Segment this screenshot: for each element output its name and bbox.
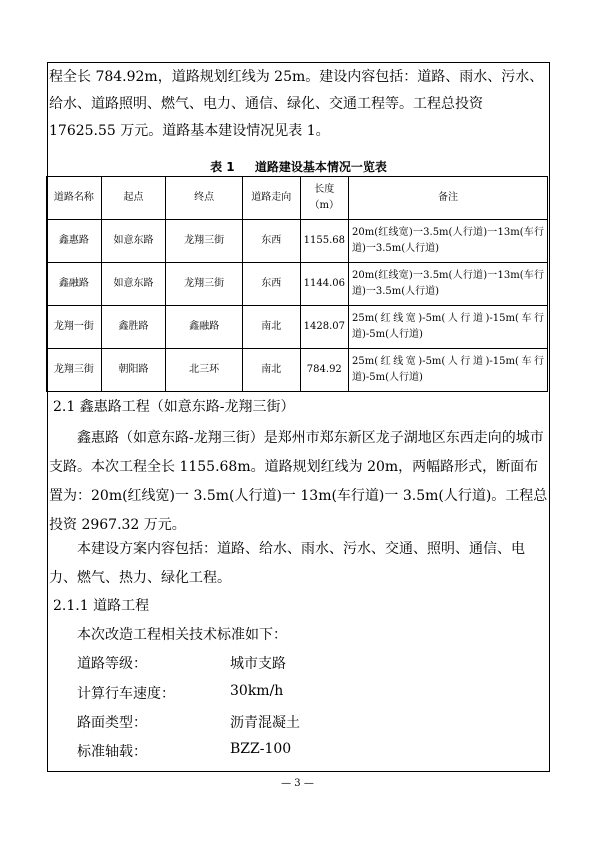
cell-end: 鑫融路 xyxy=(166,306,243,349)
cell-length: 1428.07 xyxy=(300,306,348,349)
cell-direction: 东西 xyxy=(242,220,300,263)
spec-value: 沥青混凝土 xyxy=(230,715,300,731)
section-heading-2-1: 2.1 鑫惠路工程（如意东路-龙翔三街） xyxy=(53,399,295,415)
cell-road-name: 龙翔一街 xyxy=(47,306,102,349)
spec-key: 标准轴载： xyxy=(77,744,147,760)
header-end: 终点 xyxy=(166,177,243,220)
header-road-name: 道路名称 xyxy=(47,177,102,220)
spec-value: 城市支路 xyxy=(230,656,286,672)
spec-key: 路面类型： xyxy=(77,715,147,731)
table-row xyxy=(47,349,548,392)
table-caption-number: 表 1 xyxy=(210,160,235,174)
cell-road-name: 龙翔三街 xyxy=(47,349,102,392)
section-heading-2-1-1: 2.1.1 道路工程 xyxy=(53,598,150,614)
cell-road-name: 鑫惠路 xyxy=(47,220,102,263)
spec-value: 30km/h xyxy=(230,683,284,699)
cell-direction: 南北 xyxy=(242,306,300,349)
cell-direction: 南北 xyxy=(242,349,300,392)
table-caption-title: 道路建设基本情况一览表 xyxy=(254,160,387,174)
spec-value: BZZ-100 xyxy=(230,741,292,757)
cell-length: 784.92 xyxy=(300,349,348,392)
cell-end: 龙翔三街 xyxy=(166,220,243,263)
cell-length: 1155.68 xyxy=(300,220,348,263)
table-row xyxy=(47,306,548,349)
road-info-table xyxy=(46,176,548,392)
header-start: 起点 xyxy=(101,177,166,220)
cell-remarks: 20m(红线宽)一3.5m(人行道)一13m(车行道)一3.5m(人行道) xyxy=(348,263,547,306)
cell-start: 鑫胜路 xyxy=(101,306,166,349)
section-paragraph: 本建设方案内容包括：道路、给水、雨水、污水、交通、照明、通信、电力、燃气、热力、绿化工程。 xyxy=(49,541,525,586)
standards-intro: 本次改造工程相关技术标准如下： xyxy=(77,627,287,643)
header-length: 长度（m） xyxy=(300,177,348,220)
cell-end: 北三环 xyxy=(166,349,243,392)
intro-paragraph: 程全长 784.92m，道路规划红线为 25m。建设内容包括：道路、雨水、污水、给水、道路照明、燃气、电力、通信、绿化、交通工程等。工程总投资 17625.55 万元。道路基本建设情况见表 1。 xyxy=(49,69,544,139)
table-row xyxy=(47,220,548,263)
cell-end: 龙翔三街 xyxy=(166,263,243,306)
table-row xyxy=(47,263,548,306)
section-paragraph: 鑫惠路（如意东路-龙翔三街）是郑州市郑东新区龙子湖地区东西走向的城市支路。本次工程全长 1155.68m。道路规划红线为 20m，两幅路形式，断面布置为：20m(红线宽)一 3.5m(人行道)一 13m(车行道)一 3.5m(人行道)。工程总投资 2967.32 万元。 xyxy=(49,430,548,533)
cell-direction: 东西 xyxy=(242,263,300,306)
table-caption xyxy=(47,158,550,175)
cell-remarks: 25m(红线宽)-5m(人行道)-15m(车行道)-5m(人行道) xyxy=(348,349,547,392)
spec-key: 计算行车速度： xyxy=(77,686,175,702)
page-number: — 3 — xyxy=(281,778,314,789)
header-direction: 道路走向 xyxy=(242,177,300,220)
spec-key: 道路等级： xyxy=(77,656,147,672)
cell-road-name: 鑫融路 xyxy=(47,263,102,306)
cell-start: 如意东路 xyxy=(101,263,166,306)
cell-start: 如意东路 xyxy=(101,220,166,263)
header-remarks: 备注 xyxy=(348,177,547,220)
cell-length: 1144.06 xyxy=(300,263,348,306)
table-header-row xyxy=(47,177,548,220)
cell-start: 朝阳路 xyxy=(101,349,166,392)
cell-remarks: 20m(红线宽)一3.5m(人行道)一13m(车行道)一3.5m(人行道) xyxy=(348,220,547,263)
cell-remarks: 25m(红线宽)-5m(人行道)-15m(车行道)-5m(人行道) xyxy=(348,306,547,349)
